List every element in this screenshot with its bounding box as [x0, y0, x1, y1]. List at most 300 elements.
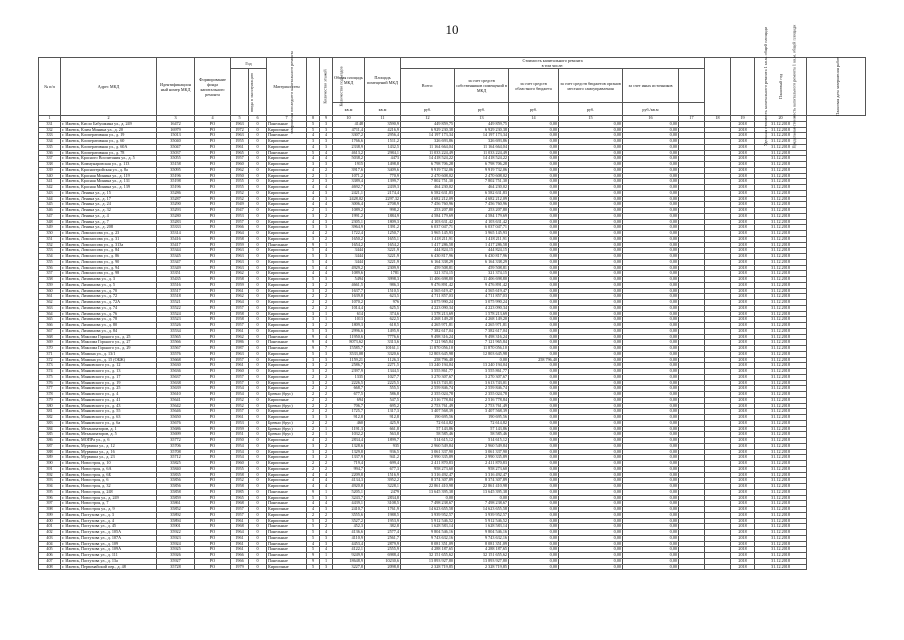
- table-cell: 2018: [731, 282, 755, 288]
- table-cell: 1 628 583,14: [455, 524, 509, 530]
- table-cell: Кирпичные: [267, 265, 307, 271]
- table-cell: 4 565 619,47: [401, 288, 455, 294]
- table-cell: 2018: [731, 219, 755, 225]
- table-cell: 8 374 307,89: [401, 478, 455, 484]
- table-cell: 4 268 149,20: [455, 317, 509, 323]
- table-cell: 661,8: [365, 426, 401, 432]
- table-cell: 0,00: [509, 294, 559, 300]
- table-cell: 11 406 698,80: [455, 277, 509, 283]
- table-cell: г. Ижевск, Красная Минина ул., д. 139: [61, 185, 157, 191]
- table-cell: 449 859,75: [401, 121, 455, 127]
- table-cell: 31.12.2018: [755, 323, 807, 329]
- table-cell: 0,00: [559, 478, 623, 484]
- table-cell: 11 033 224,49: [401, 150, 455, 156]
- table-cell: 1966: [231, 558, 249, 564]
- table-cell: 35344: [157, 248, 195, 254]
- table-cell: 1725,7: [333, 409, 365, 415]
- table-cell: 6 929 230,38: [455, 127, 509, 133]
- table-cell: г. Ижевск, Красного Воспитания ул., д. 5: [61, 156, 157, 162]
- table-cell: 14 418 524,22: [401, 156, 455, 162]
- table-cell: 2226,5: [333, 380, 365, 386]
- table-cell: 35290: [157, 202, 195, 208]
- table-cell: 0,00: [509, 461, 559, 467]
- table-cell: 0,00: [623, 259, 679, 265]
- table-cell: 0,00: [623, 495, 679, 501]
- table-cell: 1961: [231, 518, 249, 524]
- table-cell: 2018: [731, 156, 755, 162]
- table-cell: РО: [195, 449, 231, 455]
- table-cell: 6 929 230,38: [401, 127, 455, 133]
- table-cell: РО: [195, 167, 231, 173]
- table-cell: г. Ижевск, МОПРа ул., д. 6: [61, 438, 157, 444]
- table-cell: 391: [39, 466, 61, 472]
- table-cell: РО: [195, 512, 231, 518]
- table-cell: 1 578 213,69: [401, 311, 455, 317]
- table-cell: 4 103 631,42: [401, 219, 455, 225]
- table-cell: 4 103 631,42: [455, 219, 509, 225]
- table-cell: 3: [320, 535, 333, 541]
- table-cell: 35772: [157, 438, 195, 444]
- table-cell: 1959: [231, 426, 249, 432]
- table-cell: 0,00: [509, 518, 559, 524]
- table-cell: 35728: [157, 564, 195, 570]
- table-cell: г. Ижевск, Механизаторов, д. 5: [61, 432, 157, 438]
- table-cell: 1965: [231, 150, 249, 156]
- table-cell: 2018: [731, 518, 755, 524]
- table-cell: 3: [320, 121, 333, 127]
- table-cell: 35517: [157, 288, 195, 294]
- header-including: в том числе:: [541, 63, 564, 68]
- table-cell: 4: [320, 185, 333, 191]
- table-cell: 349: [39, 225, 61, 231]
- table-cell: 13 893 927,80: [401, 558, 455, 564]
- table-cell: 6 037 047,71: [401, 225, 455, 231]
- table-cell: 0,00: [623, 357, 679, 363]
- table-cell: РО: [195, 156, 231, 162]
- table-cell: 1959: [231, 242, 249, 248]
- table-cell: г. Ижевск, Пастухова ул., д. 109А: [61, 547, 157, 553]
- table-cell: 1952: [231, 196, 249, 202]
- table-cell: 1962: [231, 334, 249, 340]
- table-cell: г. Ижевск, Новостроя, д. 32: [61, 484, 157, 490]
- table-cell: 0,00: [509, 317, 559, 323]
- table-cell: 9 743 632,16: [455, 535, 509, 541]
- table-cell: 31.12.2018: [755, 478, 807, 484]
- table-cell: 2834,8: [365, 495, 401, 501]
- table-cell: 35523: [157, 317, 195, 323]
- table-cell: 190 695,56: [455, 415, 509, 421]
- table-cell: 0,00: [509, 288, 559, 294]
- table-cell: 668,7: [333, 386, 365, 392]
- table-cell: 3108,5: [365, 501, 401, 507]
- table-cell: 398: [39, 507, 61, 513]
- header-year-overhaul: завершения последнего капитального ремонта: [249, 69, 267, 116]
- table-cell: 1328,6: [333, 443, 365, 449]
- table-cell: 190 695,56: [401, 415, 455, 421]
- table-cell: РО: [195, 553, 231, 559]
- table-cell: 2018: [731, 265, 755, 271]
- table-cell: 12 803 645,98: [455, 351, 509, 357]
- table-cell: 3227,8: [333, 564, 365, 570]
- table-cell: 0,00: [623, 185, 679, 191]
- table-cell: 3313,6: [365, 340, 401, 346]
- table-cell: 3228,1: [365, 484, 401, 490]
- table-cell: г. Ижевск, Маяковского ул., д. 19: [61, 380, 157, 386]
- table-cell: 3: [320, 495, 333, 501]
- table-cell: Кирпичные: [267, 363, 307, 369]
- table-cell: 3221,9: [365, 254, 401, 260]
- table-cell: 31.12.2018: [755, 392, 807, 398]
- table-cell: 1126,3: [365, 357, 401, 363]
- table-cell: Кирпичные: [267, 167, 307, 173]
- table-cell: 0: [249, 277, 267, 283]
- table-cell: 0,00: [509, 455, 559, 461]
- table-cell: 353: [39, 248, 61, 254]
- table-cell: г. Ижевск, Лихвинова ул., д. 5: [61, 282, 157, 288]
- table-cell: 4: [307, 144, 320, 150]
- table-cell: Панельные: [267, 501, 307, 507]
- table-cell: Кирпичные: [267, 484, 307, 490]
- table-cell: 1953,9: [365, 518, 401, 524]
- table-cell: 8 081 351,09: [455, 541, 509, 547]
- table-cell: 1722,4: [333, 231, 365, 237]
- table-cell: 14 623 655,58: [455, 507, 509, 513]
- table-cell: 770,9: [365, 173, 401, 179]
- table-cell: 4 265 971,81: [455, 323, 509, 329]
- table-cell: 3409,6: [365, 167, 401, 173]
- table-cell: 0: [249, 397, 267, 403]
- table-cell: 35852: [157, 507, 195, 513]
- table-cell: 11 033 224,49: [455, 150, 509, 156]
- table-cell: 2428,02: [333, 196, 365, 202]
- table-cell: 2 470 608,02: [401, 173, 455, 179]
- table-cell: 0: [249, 346, 267, 352]
- table-cell: 1954: [231, 449, 249, 455]
- table-cell: 0,00: [623, 438, 679, 444]
- table-cell: 13 645 395,38: [455, 489, 509, 495]
- table-cell: 2956,4: [365, 133, 401, 139]
- table-cell: г. Ижевск, Маяковского ул., д. 6а: [61, 420, 157, 426]
- table-cell: 2 516 778,84: [401, 397, 455, 403]
- table-cell: г. Ижевск, Маяковского ул., д. 43: [61, 403, 157, 409]
- table-cell: РО: [195, 484, 231, 490]
- table-cell: 4 223 090,34: [455, 305, 509, 311]
- table-cell: РО: [195, 282, 231, 288]
- table-cell: 1960: [231, 369, 249, 375]
- table-cell: 0,00: [509, 426, 559, 432]
- table-cell: 0: [249, 426, 267, 432]
- table-cell: 359: [39, 282, 61, 288]
- table-cell: 379: [39, 397, 61, 403]
- table-cell: РО: [195, 242, 231, 248]
- table-cell: 1953: [231, 420, 249, 426]
- table-cell: 2: [307, 512, 320, 518]
- table-cell: 2018: [731, 386, 755, 392]
- table-cell: 0,00: [559, 547, 623, 553]
- table-cell: 0,00: [509, 507, 559, 513]
- table-cell: 0,00: [623, 489, 679, 495]
- table-cell: 2305,1: [333, 219, 365, 225]
- table-cell: 0: [249, 541, 267, 547]
- column-index-cell: 14: [509, 116, 559, 122]
- table-cell: 622,5: [365, 317, 401, 323]
- table-cell: РО: [195, 455, 231, 461]
- table-cell: г. Ижевск, Лихвинова ул., д. 3: [61, 277, 157, 283]
- table-cell: 4: [307, 196, 320, 202]
- table-cell: 0,00: [559, 518, 623, 524]
- table-cell: 0: [249, 271, 267, 277]
- table-cell: 2297,32: [365, 196, 401, 202]
- table-cell: 2: [307, 432, 320, 438]
- table-cell: 1960: [231, 162, 249, 168]
- table-cell: 4: [320, 133, 333, 139]
- table-cell: 0,00: [559, 449, 623, 455]
- table-cell: 5494: [333, 277, 365, 283]
- table-cell: 0: [249, 438, 267, 444]
- table-cell: 31.12.2018: [755, 443, 807, 449]
- table-cell: 31.12.2018: [755, 231, 807, 237]
- table-cell: 4: [307, 167, 320, 173]
- column-index-cell: 3: [157, 116, 195, 122]
- table-cell: 5: [307, 564, 320, 570]
- table-cell: 2018: [731, 489, 755, 495]
- table-cell: 0,00: [623, 535, 679, 541]
- table-cell: 0: [249, 512, 267, 518]
- table-cell: 1958: [231, 472, 249, 478]
- table-cell: 0: [249, 403, 267, 409]
- table-cell: 3: [307, 380, 320, 386]
- table-cell: 0,00: [623, 432, 679, 438]
- table-cell: 2018: [731, 213, 755, 219]
- table-cell: 0: [249, 374, 267, 380]
- table-cell: 1950: [231, 438, 249, 444]
- table-cell: 2018: [731, 380, 755, 386]
- table-cell: 31.12.2018: [755, 524, 807, 530]
- table-cell: 0,00: [623, 507, 679, 513]
- table-cell: 0: [249, 288, 267, 294]
- table-cell: 2: [320, 282, 333, 288]
- table-cell: 459 508,81: [401, 265, 455, 271]
- table-cell: 3: [320, 190, 333, 196]
- table-cell: 7 456 760,96: [401, 202, 455, 208]
- table-cell: г. Ижевск, Коммунаровская ул., д. 113: [61, 162, 157, 168]
- table-cell: Панельные: [267, 535, 307, 541]
- table-cell: 346: [39, 208, 61, 214]
- table-cell: 35055: [157, 156, 195, 162]
- table-cell: 2018: [731, 121, 755, 127]
- table-cell: 998,2: [365, 208, 401, 214]
- table-cell: РО: [195, 472, 231, 478]
- table-cell: 72 614,82: [401, 420, 455, 426]
- table-cell: 0: [249, 334, 267, 340]
- table-cell: 0,00: [559, 277, 623, 283]
- table-cell: 3: [307, 363, 320, 369]
- table-cell: г. Ижевск, Мамина ул., д. 15 (ОБЖ): [61, 357, 157, 363]
- table-cell: 1510,5: [365, 288, 401, 294]
- table-cell: 0: [249, 185, 267, 191]
- table-cell: 2018: [731, 472, 755, 478]
- table-cell: 4: [320, 202, 333, 208]
- table-cell: 0: [249, 535, 267, 541]
- table-cell: РО: [195, 288, 231, 294]
- table-cell: 0,00: [509, 167, 559, 173]
- table-cell: 1964: [231, 231, 249, 237]
- table-cell: 392: [39, 472, 61, 478]
- table-cell: 1089,6: [333, 271, 365, 277]
- table-cell: 677,5: [333, 392, 365, 398]
- table-cell: 1 578 213,69: [455, 311, 509, 317]
- table-cell: 9 476 891,42: [455, 282, 509, 288]
- table-cell: 2018: [731, 403, 755, 409]
- table-cell: 2018: [731, 374, 755, 380]
- table-cell: 9 743 632,16: [401, 535, 455, 541]
- table-cell: 3: [307, 317, 320, 323]
- table-cell: 2: [307, 426, 320, 432]
- table-cell: 0,00: [623, 340, 679, 346]
- table-cell: 1953: [231, 213, 249, 219]
- table-cell: 35712: [157, 455, 195, 461]
- table-cell: 6 430 817,96: [455, 254, 509, 260]
- column-index-cell: 2: [61, 116, 157, 122]
- table-cell: 31.12.2018: [755, 449, 807, 455]
- table-cell: г. Ижевск, Ломоносова ул., д. 84: [61, 248, 157, 254]
- table-cell: Кирпичные: [267, 564, 307, 570]
- table-cell: 321 374,15: [455, 271, 509, 277]
- table-cell: 3 939 952,57: [455, 512, 509, 518]
- table-cell: 11 164 664,04: [455, 144, 509, 150]
- table-cell: 3444: [333, 259, 365, 265]
- table-cell: РО: [195, 363, 231, 369]
- table-cell: 0,00: [509, 374, 559, 380]
- table-cell: 9: [307, 242, 320, 248]
- table-cell: 0,00: [623, 294, 679, 300]
- table-cell: 3: [307, 415, 320, 421]
- table-cell: 3320,6: [365, 351, 401, 357]
- table-cell: 0,00: [623, 162, 679, 168]
- table-cell: 35518: [157, 294, 195, 300]
- table-cell: 14 623 655,58: [401, 507, 455, 513]
- table-cell: 2: [320, 438, 333, 444]
- table-cell: 1961: [231, 144, 249, 150]
- table-cell: 3: [307, 455, 320, 461]
- table-cell: 0,00: [509, 259, 559, 265]
- table-cell: 35859: [157, 495, 195, 501]
- table-cell: 9: [307, 558, 320, 564]
- table-cell: 1966: [231, 225, 249, 231]
- table-cell: 2018: [731, 162, 755, 168]
- table-cell: 2098,8: [365, 564, 401, 570]
- table-cell: 2: [307, 386, 320, 392]
- table-cell: 31.12.2018: [755, 133, 807, 139]
- table-cell: 12 803 645,98: [401, 351, 455, 357]
- table-cell: 2: [320, 466, 333, 472]
- table-cell: г. Ижевск, Маяковского ул., д. 17: [61, 374, 157, 380]
- table-cell: 0,00: [509, 271, 559, 277]
- table-cell: 0,00: [509, 351, 559, 357]
- table-cell: 1955: [231, 466, 249, 472]
- table-cell: 31.12.2018: [755, 277, 807, 283]
- table-cell: 0,00: [509, 323, 559, 329]
- table-cell: 2421,1: [333, 190, 365, 196]
- table-cell: 31.12.2018: [755, 489, 807, 495]
- table-cell: Бревно (брус): [267, 432, 307, 438]
- table-cell: г. Ижевск, Ленина ул., д. 4: [61, 213, 157, 219]
- table-cell: 344: [39, 196, 61, 202]
- unit-regional: руб.: [509, 103, 559, 116]
- table-cell: 35642: [157, 403, 195, 409]
- table-cell: 0,00: [559, 271, 623, 277]
- table-cell: Кирпичные: [267, 300, 307, 306]
- table-cell: 1962: [231, 271, 249, 277]
- table-cell: 2561,7: [365, 535, 401, 541]
- table-cell: 2: [320, 374, 333, 380]
- table-cell: 31.12.2018: [755, 265, 807, 271]
- table-cell: 1 417 286,58: [455, 242, 509, 248]
- header-regional-budget: за счет средств областного бюджета: [509, 69, 559, 103]
- table-cell: 1958: [231, 311, 249, 317]
- table-cell: 0: [249, 121, 267, 127]
- table-cell: 0,00: [623, 242, 679, 248]
- table-cell: 1511,2: [365, 139, 401, 145]
- table-cell: 1964: [231, 530, 249, 536]
- table-cell: 0: [249, 219, 267, 225]
- table-cell: 337: [39, 156, 61, 162]
- table-cell: Кирпичные: [267, 397, 307, 403]
- table-cell: 0,00: [509, 144, 559, 150]
- table-cell: РО: [195, 432, 231, 438]
- table-cell: 326 693,86: [455, 139, 509, 145]
- table-cell: 0,00: [623, 167, 679, 173]
- table-cell: 9249,9: [333, 553, 365, 559]
- table-cell: 0,00: [509, 254, 559, 260]
- table-cell: 405: [39, 547, 61, 553]
- table-cell: 395: [39, 489, 61, 495]
- table-cell: Панельные: [267, 558, 307, 564]
- table-cell: 0,00: [623, 409, 679, 415]
- table-cell: 1781: [365, 271, 401, 277]
- table-cell: 3307,2: [333, 133, 365, 139]
- table-cell: 0,00: [559, 484, 623, 490]
- table-cell: 362: [39, 300, 61, 306]
- table-cell: 1014,4: [333, 305, 365, 311]
- table-cell: 2018: [731, 231, 755, 237]
- table-cell: 35706: [157, 443, 195, 449]
- table-cell: РО: [195, 403, 231, 409]
- table-cell: 0,00: [509, 340, 559, 346]
- table-cell: 1957: [231, 219, 249, 225]
- table-cell: 1391,2: [365, 225, 401, 231]
- table-cell: 4134,3: [333, 478, 365, 484]
- table-cell: 1986: [231, 340, 249, 346]
- table-cell: 342: [39, 185, 61, 191]
- table-cell: Кирпичные: [267, 351, 307, 357]
- table-cell: 9 919 732,06: [455, 167, 509, 173]
- table-cell: 2338,9: [333, 144, 365, 150]
- table-cell: 0: [249, 495, 267, 501]
- table-cell: 0: [249, 328, 267, 334]
- table-cell: 0,00: [509, 225, 559, 231]
- table-cell: 3: [320, 254, 333, 260]
- table-cell: 2996,6: [333, 328, 365, 334]
- table-cell: РО: [195, 374, 231, 380]
- table-cell: 5: [307, 277, 320, 283]
- table-cell: 0,00: [509, 392, 559, 398]
- table-cell: 1516,9: [365, 472, 401, 478]
- table-cell: 4: [307, 541, 320, 547]
- table-cell: 0,00: [559, 564, 623, 570]
- table-cell: 0: [249, 420, 267, 426]
- table-cell: 0: [249, 265, 267, 271]
